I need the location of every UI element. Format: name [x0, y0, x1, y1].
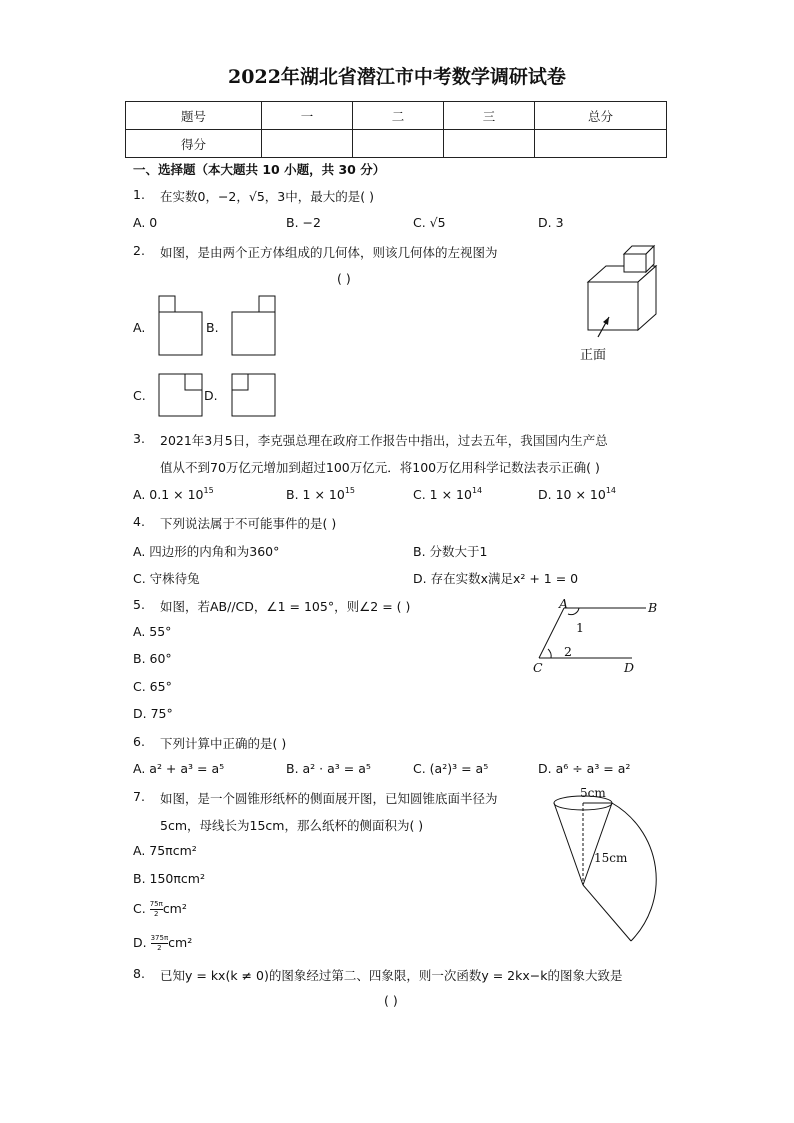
option-c[interactable]: C. √5	[413, 215, 446, 230]
question-stem: 在实数0，−2，√5，3中，最大的是( )	[160, 189, 374, 204]
cone-left-edge	[554, 803, 583, 885]
point-b-label: B	[648, 600, 658, 615]
score-header-cell: 题号	[126, 102, 262, 130]
option-b[interactable]: B. 150πcm²	[133, 871, 205, 886]
option-b[interactable]: B. a² · a³ = a⁵	[286, 761, 371, 776]
question-stem: 下列计算中正确的是( )	[160, 736, 287, 751]
angle-1-label: 1	[576, 620, 584, 635]
option-a[interactable]: A.	[133, 320, 146, 335]
question-number: 1.	[133, 187, 145, 202]
option-c-base: C. 1 × 10	[413, 487, 472, 502]
question-stem-line2: 5cm，母线长为15cm，那么纸杯的侧面积为( )	[160, 818, 424, 833]
page-title: 2022年湖北省潜江市中考数学调研试卷	[228, 66, 566, 88]
fraction-numerator: 75π	[149, 900, 163, 908]
angle-2-label: 2	[564, 644, 572, 659]
question-number: 2.	[133, 243, 145, 258]
option-c[interactable]: C. (a²)³ = a⁵	[413, 761, 489, 776]
score-header-cell: 三	[444, 102, 535, 130]
sector-arc	[612, 803, 656, 941]
question-stem-line1: 2021年3月5日，李克强总理在政府工作报告中指出，过去五年，我国国内生产总	[160, 433, 608, 448]
point-a-label: A	[559, 596, 569, 611]
question-stem-line1: 如图，是一个圆锥形纸杯的侧面展开图，已知圆锥底面半径为	[160, 791, 498, 806]
option-a[interactable]: A. 四边形的内角和为360°	[133, 544, 280, 559]
front-label: 正面	[580, 348, 607, 363]
option-c[interactable]: C. 守株待兔	[133, 571, 200, 586]
option-d-exponent: 14	[605, 486, 616, 495]
option-c[interactable]: C. 65°	[133, 679, 172, 694]
question-stem: 如图，若AB//CD，∠1 = 105°，则∠2 = ( )	[160, 599, 411, 614]
option-d[interactable]: D.	[204, 388, 218, 403]
question-number: 4.	[133, 514, 145, 529]
fraction-numerator: 375π	[150, 934, 169, 942]
cone-slant-label: 15cm	[594, 851, 628, 865]
option-a[interactable]: A. a² + a³ = a⁵	[133, 761, 225, 776]
option-a[interactable]: A. 0	[133, 215, 158, 230]
option-c[interactable]: C.	[133, 388, 146, 403]
fraction-denominator: 2	[157, 944, 162, 952]
option-b[interactable]: B. 60°	[133, 651, 172, 666]
option-b[interactable]: B. −2	[286, 215, 321, 230]
option-d[interactable]: D. 存在实数x满足x² + 1 = 0	[413, 571, 579, 586]
score-header-cell: 一	[262, 102, 353, 130]
option-c-unit: cm²	[162, 901, 187, 916]
fraction-denominator: 2	[154, 910, 159, 918]
score-row-label: 得分	[126, 130, 262, 158]
option-b[interactable]: B. 分数大于1	[413, 544, 488, 559]
option-b-exponent: 15	[344, 486, 355, 495]
question-number: 8.	[133, 966, 145, 981]
option-c-label: C.	[133, 901, 146, 916]
option-a[interactable]: A. 75πcm²	[133, 843, 197, 858]
question-stem-line2: 值从不到70万亿元增加到超过100万亿元．将100万亿用科学记数法表示正确( )	[160, 460, 600, 475]
option-d[interactable]: D. 3	[538, 215, 564, 230]
answer-paren: ( )	[384, 993, 398, 1008]
option-a[interactable]: A. 55°	[133, 624, 172, 639]
question-number: 7.	[133, 789, 145, 804]
option-b-base: B. 1 × 10	[286, 487, 345, 502]
answer-paren: ( )	[337, 271, 351, 286]
point-c-label: C	[533, 660, 543, 675]
option-a-base: A. 0.1 × 10	[133, 487, 204, 502]
question-stem: 下列说法属于不可能事件的是( )	[160, 516, 337, 531]
option-d[interactable]: D. 75°	[133, 706, 173, 721]
question-stem: 已知y = kx(k ≠ 0)的图象经过第二、四象限，则一次函数y = 2kx−k的图象大致是	[160, 968, 623, 983]
section-heading: 一、选择题（本大题共 10 小题，共 30 分）	[133, 162, 386, 177]
sector-edge	[583, 885, 631, 941]
option-d-base: D. 10 × 10	[538, 487, 606, 502]
cone-right-edge	[583, 803, 612, 885]
point-d-label: D	[624, 660, 635, 675]
score-header-cell: 二	[353, 102, 444, 130]
question-number: 3.	[133, 431, 145, 446]
option-c-exponent: 14	[471, 486, 483, 495]
option-d-label: D.	[133, 935, 147, 950]
score-header-cell: 总分	[535, 102, 667, 130]
question-number: 6.	[133, 734, 145, 749]
option-d[interactable]: D. a⁶ ÷ a³ = a²	[538, 761, 631, 776]
option-d-unit: cm²	[168, 935, 193, 950]
question-number: 5.	[133, 597, 145, 612]
question-stem: 如图，是由两个正方体组成的几何体，则该几何体的左视图为	[160, 245, 498, 260]
option-b[interactable]: B.	[206, 320, 219, 335]
option-a-exponent: 15	[203, 486, 214, 495]
cone-radius-label: 5cm	[580, 786, 606, 800]
